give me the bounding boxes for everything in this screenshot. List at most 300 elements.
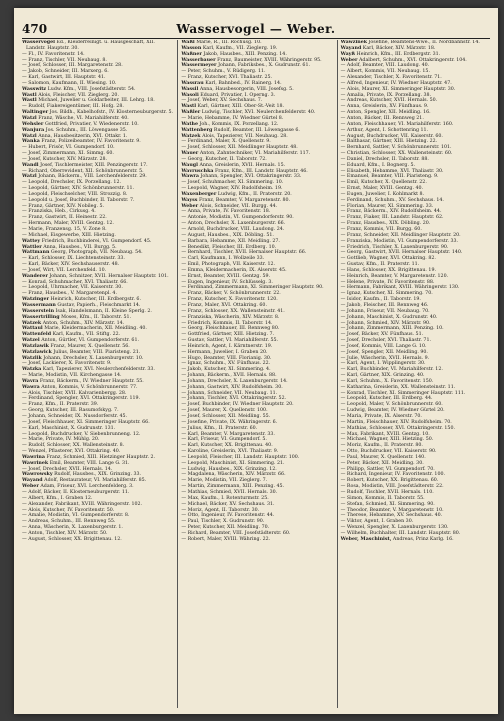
entry-details: — Franziska, Wäscherin, XIV. Märzstr. 8. (181, 314, 280, 320)
entry-details: — Josef, Kommis, VIII. Lange G. 10. (340, 343, 427, 349)
entry-details: — Karl, Schlosser, IX. Liechtensteinstr. 33. (22, 256, 125, 262)
entry-details: — Otto, Ingenieur, IV. Favoritenstr. 44. (181, 513, 275, 519)
entry-details: — Rudolf, Fiakereigentümer, III. Hofg. 28. (22, 104, 124, 110)
entry-surname: Wasoli (181, 92, 199, 98)
entry-details: — Fl., IV. Favoritenstr. 14. (22, 51, 85, 57)
entry-details: — Franziska, Modistin, VI. Gumpendorferstr. 33. (340, 238, 459, 244)
entry-details: — Bernhard, Tischler, XVII. Hernalser Hauptstr. 66. (181, 250, 307, 256)
entry-details: — Anton, Spengler, XII. Meidling. 16. (340, 110, 431, 116)
entry-details: — Katharina, Greislerin, XX. Wallensteinstr. 11. (340, 384, 456, 390)
entry-details: — Michael, Wagner, XIII. Hietzing. 50. (340, 437, 434, 443)
entry-details: — Rudolf, Tischler, XVII. Hernals. 110. (340, 489, 434, 495)
entry-surname: Wanjura (22, 127, 45, 133)
entry-details: — Adolf, Beamter, VIII. Laudong. 40. (340, 63, 430, 69)
entry-details: — Franz, Hausbes., XIX. Döbling. 20. (340, 221, 431, 227)
entry-details: — Gottlieb, Wagner, XVI. Ottakring. 82. (340, 256, 436, 262)
entry-details: — Ignaz, Kutscher, XI. Simmering. 70. (340, 291, 433, 297)
entry-details: — Alfred, Ingenieur, IV. Wiedner Hauptstr. 47. (340, 80, 452, 86)
entry-details: Johann, Spengler, XVI. Ottakringerstr. 33. (200, 174, 302, 180)
entry-details: — Johann, Bäckerm., XVII. Hernals. 88. (181, 373, 277, 379)
entry-surname: Watzek (181, 133, 201, 139)
entry-surname: Wassermeyer (181, 63, 217, 69)
entry-details: — Franz, Tischler, VII. Neubaug. 8. (22, 57, 107, 63)
entry-details: — Moriz, Agent, II. Taborstr. 30. (181, 507, 260, 513)
entry-details: — Franz, Gärtner, XIV. Nobileg. 5. (22, 203, 105, 209)
entry-details: — Karl, Bäcker, XIV. Sechshauserstr. 48. (22, 262, 120, 268)
entry-details: — Marie, Modistin, VII. Kirchengasse 14. (22, 373, 122, 379)
entry-surname: Weber (181, 203, 199, 209)
entry-details: Jos. Schuhm., III. Löwengasse 35. (45, 127, 128, 133)
directory-entry (341, 537, 492, 543)
entry-details: — Heinrich, Beamter, V. Margaretenstr. 120. (340, 273, 449, 279)
entry-details: — Wilhelm, Buchhalter, III. Landstr. Hauptstr. 80. (340, 530, 461, 536)
entry-details: — Peter, Schuhm., V. Rüdigerg. 11. (181, 69, 266, 75)
entry-details: — Max, Kaufm., I. Rotenturmstr. 25. (181, 495, 269, 501)
entry-details: — Maria, Private, IX. Alserstr. 70. (340, 414, 422, 419)
entry-details: — Josef, Drechsler, XVI. Thaliastr. 71. (340, 338, 431, 344)
entry-details: — Mathias, Schlosser, XVI. Ottakringerstr. 150. (340, 425, 455, 431)
entry-details: — Wenzel, Spengler, X. Laxenburgerstr. 130. (340, 525, 449, 531)
entry-surname: Wassermann (22, 302, 56, 308)
entry-details: — August, Schlosser, XX. Brigittenau. 12. (22, 536, 122, 542)
entry-details: — Otto, Buchdrucker, VII. Kaiserstr. 90. (340, 449, 437, 455)
directory-page (14, 8, 498, 714)
entry-surname: Waßner (181, 51, 202, 57)
entry-details: — Franz, Schneider, XII. Meidlinger Hauptstr. 20. (340, 232, 461, 238)
entry-details: — Christian, Schlosser, XX. Wallensteinstr. 60. (340, 151, 453, 157)
entry-surname: Watzl (22, 174, 37, 180)
entry-details: — Friedrich, Tischler, X. Laxenburgerstr. 90. (340, 244, 449, 250)
entry-details: Andreas, Prinz Karlg. 16. (392, 536, 454, 542)
entry-details: — Moriz, Kaufm., II. Praterstr. 80. (340, 443, 423, 449)
entry-details: — Andreas, Schuhm., III. Rennweg 55. (22, 519, 116, 525)
entry-surname: Wawrinek (22, 460, 49, 466)
entry-details: Friedrich, Buchbinderei, VI. Gumpendorf. 45. (41, 238, 152, 244)
entry-details: — Rudolf, Schlosser, XX. Wallensteinstr. 8. (22, 443, 125, 449)
entry-surname: Wattmann (22, 250, 50, 256)
directory-entry (22, 537, 173, 543)
entry-details: — Josef, Zimmermann, XI. Simmg. 60. (22, 151, 114, 157)
entry-details: — Emil, Kutscher, X. Quellenstr. 22. (340, 180, 427, 186)
entry-surname: Watzl (22, 115, 37, 121)
entry-details: — Martin, Fleischhauer, XIV. Rudolfsheim. 70. (340, 419, 452, 425)
entry-details: — Karl, Beamter, V. Margaretenstr. 33. (181, 431, 275, 437)
entry-details: — Viktor, Agent, I. Graben 30. (340, 519, 414, 525)
entry-details: Isak, Handelsmann, II. Kleine Sperlg. 2. (55, 308, 152, 314)
entry-details: — Hermann, Maler, XVIII. Gentzg. 12. (22, 221, 114, 227)
entry-details: — Heinrich, Agent, I. Kärntnerstr. 19. (181, 343, 273, 349)
entry-details: Anna, Hausbesorgerin, VIII. Josefsg. 5. (199, 86, 294, 92)
entry-details: — Arthur, Agent, I. Schottenring 11. (340, 127, 429, 133)
entry-details: — Ernst, Maler, XVIII. Gentzg. 40. (340, 186, 424, 192)
entry-details: — Josef, Bäcker, XV. Fünfhaus. 51. (340, 332, 424, 338)
entry-surname: Wastl (22, 92, 37, 98)
entry-details: — Anton, Tischler, XIV. Märzstr. 50. (22, 530, 108, 536)
entry-details: Alois, Fleischer, VII. Zieglerg. 20. (38, 92, 119, 98)
entry-surname: Watzlik (22, 355, 42, 361)
entry-details: — Franz, Fiaker, III. Landstr. Hauptstr. 62. (340, 215, 444, 221)
entry-details: — Josef, Maurer, X. Quellenstr. 100. (181, 408, 268, 414)
entry-details: — Emil, Photograph, VII. Kaiserstr. 12. (181, 262, 276, 268)
entry-details: Franz, Beamter, V. Margaretenstr. 80. (198, 197, 291, 203)
entry-details: Karl, Tapezierer, XVI. Neulerchenfelderstr. 33. (42, 367, 155, 373)
entry-surname: Wattaul (22, 326, 43, 332)
entry-details: Marie, Kleidermacherin, XII. Meidling. 40. (44, 326, 147, 332)
entry-details: Franz, Bäckerm., IV. Wiedner Hauptstr. 55. (39, 378, 144, 384)
entry-details: — Max, Fabrikant, XVIII. Gentzg. 10. (340, 431, 430, 437)
entry-details: — Philipp, Sattler, VI. Gumpendorf. 70. (340, 466, 435, 472)
entry-details: Anton, Gürtler, VI. Gumpendorferstr. 61. (41, 338, 139, 344)
entry-details: — Mathias, Schmied, XVII. Hernals. 30. (181, 489, 278, 495)
entry-surname: Wastl (22, 98, 37, 104)
entry-details: Jos. Bildh., Kabelhofstr., IV. Klosterneuburgerstr. 5. (49, 110, 173, 116)
entry-surname: Wattey (22, 238, 41, 244)
entry-details: — Alexander, Tischler, X. Favoritenstr. 71. (340, 75, 442, 81)
entry-details: Gustav, Papierh., Fleischmarkt 14. (57, 302, 141, 308)
entry-surname: Wanderer (22, 273, 48, 279)
entry-surname: Wavra (22, 378, 39, 384)
entry-details: — Johann, Maschinist, X. Gudrunstr. 40. (340, 314, 438, 320)
entry-details: — Johann, Gastwirt, XIV. Rudolfsheim. 30. (181, 384, 283, 390)
entry-details: — Josef, Schlosser, III. Margaretenstr. 28. (22, 63, 123, 69)
entry-details: — Josefine, Private, IX. Währingerstr. 6. (181, 419, 278, 425)
entry-details: — Robert, Maler, XVIII. Währing. 22. (181, 536, 271, 542)
entry-details: — Martin, Zimmermann, XIII. Penzing. 45. (181, 484, 285, 490)
entry-details: — Josef, Kutscher, XIV. Märzstr. 28. (22, 156, 108, 162)
directory-entry (181, 537, 332, 543)
entry-details: Karl, Bäcker, XIV. Märzstr. 18. (362, 45, 436, 51)
entry-details: — Hubert, Frisör, VI. Gumpendorf. 10. (22, 145, 115, 151)
entry-details: Johann, Fabriksbes., X. Gudrunstr. 61. (218, 63, 310, 69)
entry-surname: Watzinger (22, 297, 49, 303)
entry-details: — Stefan, Schmied, XI. Simmering. 90. (340, 501, 435, 507)
entry-details: Michael, Juwelier u. Goldarbeiter, III. Lehrg. 18. (38, 98, 155, 104)
entry-details: Josefine, Beamtens-Wwe., II. Nordbahnstr. 14. (368, 40, 480, 45)
entry-details: Marie, R., III. Rochusg. 10. (196, 40, 262, 45)
entry-details: — Leopold, Gärtner, XIV. Schönbrunnerstr. 11. (22, 186, 135, 192)
entry-details: — Carl, Kaufmann, I. Wollzeile 33. (181, 256, 265, 262)
entry-details: — Jakob, Kutscher, XI. Simmering. 4. (181, 367, 271, 373)
entry-details: — Josef, Schlosser, XII. Meidling. 55. (181, 414, 271, 419)
entry-details: — Albert, Kfm., I. Graben 12. (22, 495, 93, 501)
entry-surname: Wasserstein (22, 308, 55, 314)
entry-details: Anna, Hausbesitzerin, XVI. Ottakr. 1. (38, 133, 128, 139)
entry-details: Franz, Baumeister, XVIII. Währingerstr. 95. (217, 57, 322, 63)
entry-details: — Josef, Lackierer, X. Favoritenstr. 9. (22, 361, 112, 367)
entry-details: — Karl, Maschinist, X. Gudrunstr. 131. (22, 425, 116, 431)
entry-details: — Franz, Gastwirt, II. Heinestr. 22. (22, 215, 107, 221)
entry-details: — Leopold, Drechsler, IX. Porzellang. 12. (22, 180, 121, 186)
entry-details: — August, Buchdrucker, VII. Kaiserstr. 60. (340, 133, 443, 139)
entry-details: — Eduard, Kfm., I. Bognerg. 5. (340, 162, 416, 168)
page-number: 470 (22, 22, 48, 36)
entry-details: — Gustav, Kfm., II. Praterstr. 11. (340, 262, 420, 268)
entry-details: — Alois, Tischler, XVII. Kalvarienbergg. 28. (22, 390, 127, 396)
entry-details: — Florian, Maurer, XI. Simmering. 33. (340, 203, 434, 209)
entry-details: — Konrad, Tischler, XI. Simmeringer Hauptstr. 111. (340, 390, 466, 396)
entry-details: — Josef, Spengler, XII. Meidling. 90. (340, 349, 428, 355)
entry-details: — Theodor, Beamter, V. Margaretenstr. 10. (340, 507, 444, 513)
entry-details: — Johann, Drechsler, X. Laxenburgerstr. 14. (181, 378, 288, 384)
entry-details: — Leopold, Fleischer, III. Landstr. Hauptstr. 100. (181, 454, 300, 460)
entry-details: Ludw. Kfm., VIII. Josefstädterstr. 54. (47, 86, 136, 92)
entry-details: Johann, Drechsler, X. Laxenburgerstr. 10. (43, 355, 144, 361)
column-3 (337, 40, 492, 708)
entry-details: — Leopold, Kutscher, III. Erdberg. 44. (340, 396, 433, 402)
entry-surname: Wayand (22, 478, 43, 484)
entry-details: — August, Hausbes., XIX. Döbling. 51. (181, 232, 274, 238)
entry-details: Jakob, Hausbes., XIII. Penzing. 14. (203, 51, 287, 57)
entry-details: — Anton, Fleischhauer, VI. Mariahilferstr. 160. (340, 121, 454, 127)
entry-details: Franz, Schmied, XIII. Hietzinger Hauptstr. 2. (46, 454, 156, 460)
entry-details: — Ferdinand, Schuhm., XV. Sechshaus. 14. (340, 197, 444, 203)
entry-details: — Franz, Hausbes., V. Margaretenpl. 4. (22, 291, 117, 297)
entry-details: — Georg, Kutscher, II. Taborstr. 72. (181, 156, 267, 162)
entry-details: — Franz, Maler, XVI. Ottakring. 60. (181, 302, 267, 308)
entry-surname: Wayand (340, 45, 362, 51)
entry-details: — Josef, Fleischhauer, XI. Simmeringer Hauptstr. 66. (22, 419, 150, 425)
entry-surname: Watzlawik (22, 343, 49, 349)
entry-details: Emil, Beamter, VIII. Lange G. 31. (49, 460, 130, 466)
entry-surname: Wayß (340, 51, 356, 57)
entry-details: Anna, Hausbes., VII. Burgg. 5. (43, 244, 117, 250)
entry-surname: Waßl (181, 40, 195, 45)
entry-details: — Franz, Kfm., II. Praterstr. 39. (22, 402, 99, 408)
entry-details: Franz, Wäsche, VI. Mariahilferstr. 40. (38, 115, 129, 121)
entry-details: — Michael, Eisgewerbe, XIII. Hietzing. (22, 232, 116, 238)
entry-details: — Josef, Buchbinder, IV. Wiedner Hauptstr. 20. (181, 402, 294, 408)
entry-details: Gottfried, Privatier, V. Wiedenerstr. 10. (44, 121, 139, 127)
entry-details: Karl, Gärtner, XIII. Ober-St.-Veit 18. (197, 104, 285, 110)
entry-details: — Helene, Private, IV. Favoritenstr. 88. (340, 279, 435, 285)
entry-details: — Andreas, Kutscher, XVII. Hernals. 50. (340, 98, 438, 104)
entry-surname: Waßler (181, 110, 201, 116)
entry-surname: Watzlawick (22, 349, 52, 355)
entry-details: — Karl, Gärtner, XIX. Grinzing. 40. (340, 373, 425, 379)
entry-surname: Wasservogel (22, 40, 55, 45)
entry-details: — Barbara, Hebamme, XII. Meidling. 27. (181, 238, 280, 244)
entry-details: — Konrad, Schuhmacher, XVI. Thaliastr. 66. (22, 279, 128, 285)
entry-details: Anton, Zahntechniker, VI. Mariahilferstr. 117. (199, 151, 311, 157)
entry-details: Alois, Tapezierer, VII. Neubaug. 28. (202, 133, 288, 139)
entry-details: — Ludwig, Hausbes., XIX. Grinzing. 12. (181, 466, 277, 472)
entry-details: — Marie, Franzensg. 15, V. Zone 8. (22, 227, 107, 232)
entry-details: — Leopold, Uhrmacher, VII. Kaiserstr. 30. (22, 285, 123, 291)
entry-details: — Richard, Oberrevident, XII. Schönbrunnerstr. 5. (22, 168, 144, 174)
entry-details: — Emanuel, Beamter, VIII. Piaristeng. 9. (340, 174, 439, 180)
entry-details: — Leopold u. Josef, Buchbinder, II. Taborstr. 7. (22, 197, 135, 203)
entry-details: — Wenzel, Pflasterer, XVI. Ottakring. 40. (22, 449, 121, 455)
entry-details: — Leopold, Buchdrucker, V. Siebenbrunneng. 12. (22, 431, 141, 437)
entry-details: — Leopold, Maler, V. Schönbrunnerstr. 60. (340, 402, 443, 408)
entry-details: Franz, Maurer, X. Quellenstr. 56. (50, 343, 130, 349)
entry-details: — Karl, Gastwirt, III. Hauptstr. 41. (22, 75, 106, 81)
entry-details: — Arnold, Buchdrucker, VIII. Laudong. 24. (181, 227, 285, 232)
entry-details: — Gustav, Sattler, VI. Mariahilferstr. 55. (181, 338, 279, 344)
entry-details: — Hermann, Juwelier, I. Graben 20. (181, 349, 268, 355)
entry-details: — Gottfried, Gärtner, XIII. Hietzing. 7. (181, 332, 275, 338)
entry-details: — Emma, Kleidermacherin, IX. Alserstr. 45. (181, 267, 287, 273)
entry-details: Karl, Kaufm., VII. Zieglerg. 19. (202, 45, 278, 51)
column-2 (177, 40, 332, 708)
entry-details: — Karl, Agent, I. Wipplingerstr. 30. (340, 361, 426, 367)
entry-details: — Karl, Schuhm., X. Favoritenstr. 150. (340, 378, 434, 384)
entry-details: — Franz, Bäckerm., XIV. Rudolfsheim. 44. (340, 209, 442, 215)
entry-surname: Wauer (181, 151, 199, 157)
entry-details: — Alexander, Fabrikant, XVIII. Währingerstr. 102. (22, 501, 143, 507)
entry-surname: Wawrina (22, 454, 45, 460)
entry-details: — Benedikt, Fleischer, III. Erdberg. 10. (181, 244, 277, 250)
entry-details: — Alois, Kutscher, IV. Favoritenstr. 50. (22, 507, 115, 513)
entry-details: — Magdalena, Wäscherin, XIV. Märzstr. 66. (181, 472, 286, 478)
entry-details: — Leopold, Fleischselcher, VIII. Strozzig. 8. (22, 191, 128, 197)
columns (22, 40, 492, 708)
entry-details: Rudolf, Beamter, III. Löwengasse 6. (213, 127, 300, 133)
entry-details: — Friedrich, Kommis, II. Taborstr. 14. (181, 320, 273, 326)
entry-details: — Peter, Bäcker, XII. Meidling. 30. (340, 460, 424, 466)
entry-details: — Hugo, Beamter, VIII. Florianig. 30. (181, 355, 272, 361)
entry-details: Rudolf, Hausbes., XIX. Grinzing. 33. (54, 472, 142, 478)
entry-details: — Marie, Private, IV. Mühlg. 20. (22, 437, 100, 443)
entry-details: — Elisabeth, Hebamme, XVI. Thaliastr. 30. (340, 168, 444, 174)
entry-details: Karl, Kaufm., VII. Stiftg. 22. (52, 332, 121, 338)
page-title: Wasservogel — Weber. (176, 22, 336, 36)
entry-details: — Josef, Drechsler, XVII. Hernals. 14. (22, 466, 113, 472)
entry-details: — Anton, Drechsler, X. Laxenburgerstr. 66. (181, 221, 286, 227)
entry-details: — Georg, Gastwirt, XVII. Hernalser Hauptstr. 140. (340, 250, 463, 256)
entry-details: Adalbert, Schuhm., XVI. Ottakringerstr. 104. (359, 57, 467, 63)
entry-surname: Waugl (181, 162, 198, 168)
entry-details: Julius, Beamter, VIII. Piaristeng. 21. (53, 349, 141, 355)
entry-details: — Karl, Friseur, VI. Gumpendorf. 5. (181, 437, 267, 443)
entry-details: Franz, Kfm., III. Landstr. Hauptstr. 46. (214, 168, 308, 174)
entry-details: — Johann, Schmied, XIV. Märzstr. 90. (340, 320, 431, 326)
entry-surname: Watzek (22, 320, 42, 326)
entry-details: — Paul, Maurer, X. Quellenstr. 140. (340, 454, 426, 460)
entry-details: — Hans, Schlosser, XX. Brigittenau. 19. (340, 267, 436, 273)
entry-details: — Leopold, Wagner, XIV. Rudolfsheim. 19. (181, 186, 283, 192)
entry-details: — Georg, Fleischhauer, III. Rennweg 80. (181, 326, 280, 332)
entry-details: Moses, Kfm., II. Taborstr. 51. (61, 314, 132, 320)
entry-details: Ed., Kleiderreinigt. u. Hausgeschäft, XII. Landstr. Hauptstr. 30. (26, 40, 155, 51)
entry-surname: Watzl (22, 133, 37, 139)
entry-details: — Amalia, Private, IX. Porzellang. 38. (340, 92, 432, 98)
entry-details: — Ferdinand, Zimmermann, XI. Simmeringer Hauptstr. 90. (181, 285, 324, 291)
entry-details: — Balthasar, Gärtner, XIII. Hietzing. 22. (340, 139, 438, 145)
entry-details: — Anna, Greislerin, XV. Fünfhaus. 9. (340, 104, 429, 110)
entry-details: — Bernhard, Sattler, V. Schönbrunnerstr. 101. (340, 145, 452, 151)
entry-details: — Johann, Schneider, IX. Nussdorferstr. 45. (22, 414, 128, 419)
entry-surname: Wanka (22, 139, 40, 145)
entry-surname: Wasson (181, 45, 202, 51)
entry-details: Johann, Schnitzer, XVII. Hernalser Hauptstr. 101. (49, 273, 169, 279)
entry-surname: Wasswitz (22, 86, 47, 92)
entry-surname: Wayss (181, 197, 198, 203)
entry-details: — Hermann, Fabrikant, XVIII. Währingerstr. 130. (340, 285, 460, 291)
entry-surname: Wawra (22, 384, 40, 390)
entry-details: Georg, Photograph, VII. Neubaug. 54. (50, 250, 143, 256)
entry-details: — Isidor, Kaufm., II. Taborstr. 19. (340, 297, 421, 303)
entry-details: — Anna, Private, IV. Favoritenstr. 18. (181, 209, 271, 215)
entry-details: — Josef, Wirt, VII. Lerchenfeld. 10. (22, 267, 107, 273)
entry-details: Heinrich, Kfm., III. Erdbergstr. 31. (356, 51, 441, 57)
entry-details: — Richard, Beamter, VIII. Josefstädterstr. 60. (181, 530, 291, 536)
entry-surname: Waxenberger (181, 191, 217, 197)
entry-details: Franz, Polizeibeamter, IV. Favoritenstr. 9. (41, 139, 141, 145)
entry-surname: Wassertrilling (22, 314, 60, 320)
entry-surname: Weber (340, 57, 358, 63)
page-header (22, 22, 490, 39)
entry-surname: Wasserbauer (181, 57, 216, 63)
entry-details: — Jakob, Fleischer, III. Rennweg 46. (340, 302, 429, 308)
entry-details: — Franz, Schlosser, XX. Wallensteinstr. 41. (181, 308, 285, 314)
entry-surname: Weber, Maschinist, (340, 536, 392, 542)
entry-surname: Watzel (22, 338, 40, 344)
entry-details: Alois, Schneider, VII. Burgg. 44. (199, 203, 278, 209)
entry-surname: Wattenfeld (22, 332, 52, 338)
entry-details: — Johann, Friseur, VII. Neubaug. 70. (340, 308, 430, 314)
entry-details: — Eugen, Ingenieur, IV. Schlüsselg. 3. (181, 279, 273, 285)
entry-details: — Antonie, Modistin, VI. Gumpendorferstr. 90. (181, 215, 294, 221)
entry-details: — Karl, Buchbinder, VI. Mariahilferstr. 12. (340, 367, 443, 373)
entry-details: — Robert, Kutscher, XX. Brigittenau. 60. (340, 478, 439, 484)
entry-surname: Weber (22, 484, 39, 490)
entry-details: — Josef, Weber, XV. Sechshaus. 7. (181, 98, 263, 104)
entry-details: — Richard, Ingenieur, IV. Favoritenstr. 100. (340, 472, 446, 478)
entry-details: Karl, Bahnbed., IV. Rainerg. 14. (205, 80, 282, 86)
entry-surname: Wattenberg (181, 127, 213, 133)
entry-details: — Michael, Bäcker, XV. Sechshaus. 31. (181, 501, 275, 507)
entry-surname: Watzka (22, 367, 42, 373)
entry-details: — Marie, Modistin, VII. Zieglerg. 7. (181, 478, 268, 484)
entry-details: — Salomon, Kaufmann, II. Wiesing. 10. (22, 80, 117, 86)
entry-details: — Josef, Schuhmacher, XI. Simmering. 10. (181, 180, 284, 186)
entry-details: — Eugen, Juwelier, I. Kohlmarkt 8. (340, 191, 425, 197)
entry-details: — Albert, Kommis, VII. Neubaug. 15. (340, 69, 430, 75)
entry-details: — Franziska, Heb., Cirkusg. 4. (22, 209, 96, 215)
entry-details: — Daniel, Drechsler, II. Taborstr. 88. (340, 156, 429, 162)
entry-details: Joh., Kommis, IX. Porzellang. 12. (199, 121, 279, 127)
entry-details: — Adolf, Bäcker, II. Klosterneuburgerstr. 11. (22, 489, 130, 495)
entry-surname: Wattler (22, 244, 42, 250)
entry-details: — Ludwig, Beamter, IV. Wiedner Gürtel 20. (340, 408, 445, 414)
entry-details: — Karl, Kutscher, XX. Brigittenau. 40. (181, 443, 273, 449)
entry-details: — Ferdinand, Spengler, XVI. Ottakringerstr. 119. (22, 396, 141, 402)
entry-details: Eduard, Privatier, I. Operng. 3. (200, 92, 276, 98)
entry-details: — Franz, Bäcker, V. Schönbrunnerstr. 22. (181, 291, 281, 297)
entry-details: — Ferdinand, Maler, X. Quellenstr. 9. (181, 139, 271, 145)
entry-details: — Franz, Kommis, VII. Burgg. 60. (340, 227, 422, 232)
entry-details: Anton, Kommis, V. Schönbrunnerstr. 77. (41, 384, 138, 390)
entry-details: Ludwig, Kfm., II. Praterstr. 20. (217, 191, 292, 197)
entry-details: — Peter, Kutscher, XII. Meidling. 70. (181, 525, 270, 531)
entry-details: — Karoline, Greislerin, XVI. Thaliastr. 9. (181, 449, 279, 455)
entry-details: Ludwig, Tischler, XVI. Neulerchenfelderstr. 40. (201, 110, 316, 116)
entry-details: — Anton, Bäcker, III. Rennweg 21. (340, 115, 424, 121)
entry-surname: Wavruschka (181, 168, 214, 174)
entry-details: — Anna, Wäscherin, X. Laxenburgerstr. 1. (22, 525, 123, 531)
column-1 (22, 40, 173, 708)
entry-details: Anton, Schuhm., XIV. Märzstr. 14. (42, 320, 125, 326)
entry-details: Adam, Friseur, XVI. Lerchenfelderg. 3. (40, 484, 134, 490)
entry-details: — Johann, Zimmermann, XIII. Penzing. 10. (340, 326, 444, 332)
entry-details: — Paul, Tischler, X. Gudrunstr. 90. (181, 519, 265, 525)
entry-details: — Marie, Hebamme, IV. Wiedner Gürtel 8. (181, 115, 284, 121)
entry-surname: Wathe (181, 121, 198, 127)
entry-details: — Ignaz, Schuhm., XV. Fünfhaus. 22. (181, 361, 271, 367)
entry-surname: Wassrau (181, 80, 204, 86)
entry-surname: Waltinger (22, 110, 49, 116)
